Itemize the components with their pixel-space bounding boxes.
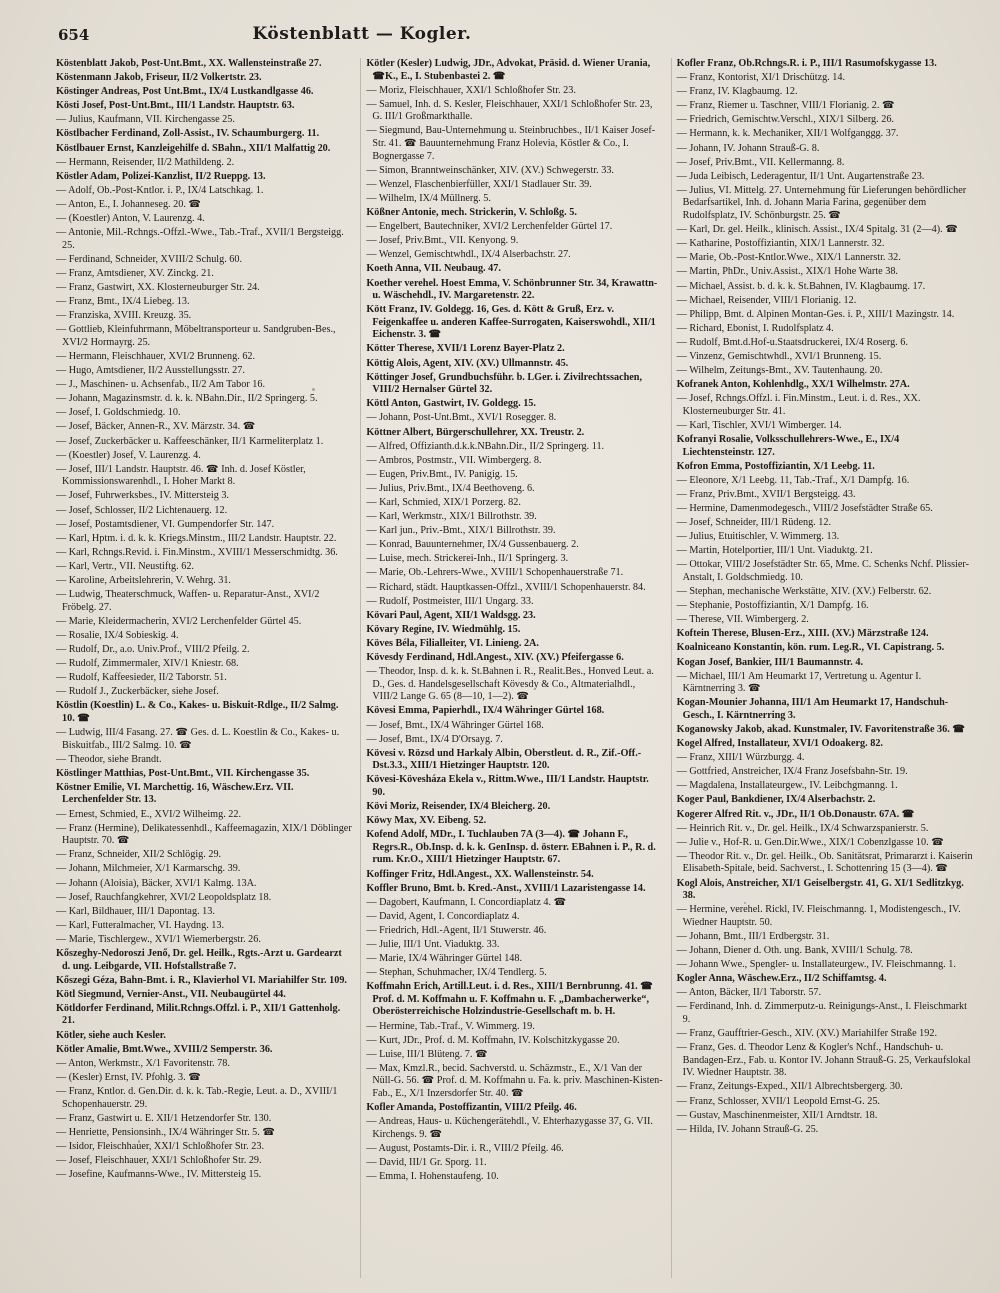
directory-entry: — Adolf, Ob.-Post-Kntlor. i. P., IX/4 Latschkag. 1. [56,184,264,196]
directory-entry: — Franz, IV. Klagbaumg. 12. [676,86,798,98]
directory-entry: — Franz, Zeitungs-Exped., XII/1 Albrechtsbergerg. 30. [676,1081,903,1093]
directory-entry: — Rudolf, Bmt.d.Hof-u.Staatsdruckerei, IX/4 Roserg. 6. [676,336,908,348]
directory-entry: Koalniceano Konstantin, kön. rum. Leg.R., VI. Capistrang. 5. [676,642,945,654]
directory-entry: — Therese, VII. Wimbergerg. 2. [676,614,809,626]
directory-entry: — Hilda, IV. Johann Strauß-G. 25. [676,1123,819,1135]
directory-entry: Köttinger Josef, Grundbuchsführ. b. LGer. i. Zivilrechtssachen, VIII/2 Hernalser Gürtel 32. [366,371,642,396]
directory-entry: Köwy Max, XV. Eibeng. 52. [366,815,487,827]
directory-entry: — Anton, Werkmstr., X/1 Favoritenstr. 78. [56,1057,230,1069]
directory-entry: Kövesi v. Rözsd und Harkaly Albin, Oberstleut. d. R., Zif.-Off.-Dst.3.3., XIII/1 Hietzinger Hauptstr. 120. [366,747,642,772]
directory-entry: — Wenzel, Flaschenbierfüller, XXI/1 Stadlauer Str. 39. [366,178,592,190]
directory-entry: Kövary Regine, IV. Wiedmühlg. 15. [366,623,521,635]
directory-entry: Köves Béla, Filialleiter, VI. Linieng. 2A. [366,637,539,649]
directory-entry: Kőszeghy-Nedoroszi Jenő, Dr. gel. Heilk., Rgts.-Arzt u. Gardearzt d. ung. Leibgarde, VII. Hofstallstraße 7. [56,948,342,972]
directory-entry: — Wilhelm, Zeitungs-Bmt., XV. Tautenhaung. 20. [676,365,883,377]
directory-entry: Köstenblatt Jakob, Post-Unt.Bmt., XX. Wallensteinstraße 27. [56,58,322,69]
directory-entry: — Josef, Priv.Bmt., VII. Kellermanng. 8. [676,156,845,168]
directory-entry: — Michael, Assist. b. d. k. k. St.Bahnen, IV. Klagbaumg. 17. [676,280,926,292]
directory-entry: — Karl, Hptm. i. d. k. k. Kriegs.Minstm., III/2 Landstr. Hauptstr. 22. [56,532,337,544]
directory-entry: — Dagobert, Kaufmann, I. Concordiaplatz 4. ☎ [366,896,567,908]
directory-entry: — Rudolf, Kaffeesieder, II/2 Taborstr. 51. [56,672,227,684]
directory-entry: — David, III/1 Gr. Sporg. 11. [366,1157,487,1168]
directory-entry: Kofend Adolf, MDr., I. Tuchlauben 7A (3—4). ☎ Johann F., Regrs.R., Ob.Insp. d. k. k. GenInsp. d. österr. EBahnen i. P., R. d. rum. Kr.O., XIII/1 Hietzinger Hauptstr. 67. [366,829,656,866]
directory-entry: — Franz, Bmt., IX/4 Liebeg. 13. [56,296,190,308]
directory-entry: Kofler Franz, Ob.Rchngs.R. i. P., III/1 Rasumofskygasse 13. [676,58,937,69]
directory-entry: — August, Postamts-Dir. i. R., VIII/2 Pfeilg. 46. [366,1142,564,1154]
directory-entry: Kötler (Kesler) Ludwig, JDr., Advokat, Präsid. d. Wiener Urania, ☎K., E., I. Stubenbastei 2. ☎ [366,58,651,82]
directory-entry: — Josef, Zuckerbäcker u. Kaffeeschänker, II/1 Karmeliterplatz 1. [56,435,324,447]
scan-speck [138,1140,140,1143]
directory-entry: — Rudolf J., Zuckerbäcker, siehe Josef. [56,686,219,698]
directory-entry: — Stephan, mechanische Werkstätte, XIV. (XV.) Felberstr. 62. [676,586,932,598]
directory-entry: Kößner Antonie, mech. Strickerin, V. Schloßg. 5. [366,207,577,219]
directory-entry: — Friedrich, Hdl.-Agent, II/1 Stuwerstr. 46. [366,924,547,936]
page-header [58,20,666,54]
directory-entry: — Antonie, Mil.-Rchngs.-Offzl.-Wwe., Tab.-Traf., XVII/1 Bergsteigg. 25. [56,227,344,251]
directory-entry: — Anton, Bäcker, II/1 Taborstr. 57. [676,987,822,999]
directory-entry: Kötler, siehe auch Kesler. [56,1029,166,1041]
directory-entry: — (Koestler) Anton, V. Laurenzg. 4. [56,213,205,225]
running-title: Köstenblatt — Kogler. [252,24,472,44]
directory-entry: — Marie, Ob.-Lehrers-Wwe., XVIII/1 Schopenhauerstraße 71. [366,567,624,579]
directory-entry: — Franz, Gastwirt, XX. Klosterneuburger Str. 24. [56,282,260,293]
directory-entry: — Richard, Ebonist, I. Rudolfsplatz 4. [676,322,834,334]
directory-entry: — Katharine, Postoffiziantin, XIX/1 Lannerstr. 32. [676,238,885,250]
directory-entry: — Johann, Post-Unt.Bmt., XVI/1 Rosegger. 8. [366,412,557,424]
directory-entry: Koger Paul, Bankdiener, IX/4 Alserbachstr. 2. [676,794,876,806]
directory-entry: — Franz, Gaufftrier-Gesch., XIV. (XV.) Mariahilfer Straße 192. [676,1028,938,1040]
scan-speck [744,902,746,904]
directory-entry: — Siegmund, Bau-Unternehmung u. Steinbruchbes., II/1 Kaiser Josef-Str. 41. ☎ Bauunternehmung Franz Holevia, Köstler & Co., I. Bognergasse 7. [366,125,656,162]
directory-entry: — Karl, Vertr., VII. Neustiftg. 62. [56,560,194,572]
directory-entry: — Konrad, Bauunternehmer, IX/4 Gussenbauerg. 2. [366,539,579,551]
directory-entry: — Stephan, Schuhmacher, IX/4 Tendlerg. 5. [366,967,547,979]
directory-entry: — Julie, III/1 Unt. Viaduktg. 33. [366,939,500,950]
directory-entry: — Ambros, Postmstr., VII. Wimbergerg. 8. [366,454,542,466]
directory-entry: Köttig Alois, Agent, XIV. (XV.) Ullmannstr. 45. [366,357,569,369]
directory-entry: — Magdalena, Installateurgew., IV. Leibchgmanng. 1. [676,780,898,792]
directory-entry: — Rudolf, Zimmermaler, XIV/1 Kniestr. 68. [56,658,239,670]
directory-entry: Kötldorfer Ferdinand, Milit.Rchngs.Offzl. i. P., XII/1 Gattenholg. 21. [56,1002,341,1027]
directory-entry: — Josef, Bmt., IX/4 Währinger Gürtel 168. [366,719,544,731]
scan-speck [312,388,315,391]
directory-entry: — Andreas, Haus- u. Küchengerätehdl., V. Ehterhazygasse 37, G. VII. Kirchengs. 9. ☎ [366,1116,653,1140]
directory-entry: — Franz, XIII/1 Würzburgg. 4. [676,752,805,764]
directory-entry: — Julius, Priv.Bmt., IX/4 Beethoveng. 6. [366,482,535,494]
directory-entry: Koffmahn Erich, Artill.Leut. i. d. Res., XIII/1 Bernbrunng. 41. ☎ Prof. d. M. Koffmahn u. F. Koffmahn u. F. „Dambacherwerke“, Oberösterreichische Holzindustrie-Gesellschaft m. b. H. [366,981,653,1018]
directory-entry: — Julius, Kaufmann, VII. Kirchengasse 25. [56,114,235,126]
directory-column-1 [56,58,352,1278]
directory-entry: — Rudolf, Dr., a.o. Univ.Prof., VIII/2 Pfeilg. 2. [56,643,250,655]
directory-entry: — Max, Kmzl.R., becid. Sachverstd. u. Schäzmstr., E., X/1 Van der Nüll-G. 56. ☎ Prof. d. M. Koffmahn u. Fa. k. priv. Maschinen-Kisten-Fab., E., X/1 Inzersdorfer Str. 40. ☎ [366,1062,663,1100]
directory-entry: — Wenzel, Gemischtwhdl., IX/4 Alserbachstr. 27. [366,249,571,261]
directory-entry: Kofranek Anton, Kohlenhdlg., XX/1 Wilhelmstr. 27A. [676,379,910,391]
directory-entry: — Ottokar, VIII/2 Josefstädter Str. 65, Mme. C. Schenks Nchf. Plissier-Anstalt, I. Goldschmiedg. 10. [676,559,969,583]
directory-entry: — Franz, Ges. d. Theodor Lenz & Kogler's Nchf., Handschuh- u. Bandagen-Erz., Fab. u. Kontor IV. Johann Strauß-G. 25, Verkaufslokal IV. Wiedner Hauptstr. 38. [676,1042,971,1079]
directory-columns [56,58,973,1278]
directory-entry: Kövari Paul, Agent, XII/1 Waldsgg. 23. [366,609,536,621]
directory-entry: — Kurt, JDr., Prof. d. M. Koffmahn, IV. Kolschitzkygasse 20. [366,1034,620,1046]
directory-column-2 [360,58,662,1278]
directory-entry: Köstler Adam, Polizei-Kanzlist, II/2 Rueppg. 13. [56,170,266,182]
directory-entry: — Karl, Dr. gel. Heilk., klinisch. Assist., IX/4 Spitalg. 31 (2—4). ☎ [676,224,958,236]
directory-entry: Kogan Josef, Bankier, III/1 Baumannstr. 4. [676,656,863,668]
directory-entry: — Franz, Kntlor. d. Gen.Dir. d. k. k. Tab.-Regie, Leut. a. D., XVIII/1 Schopenhauerstr. 29. [56,1085,338,1110]
directory-entry: — Karl, Rchngs.Revid. i. Fin.Minstm., XVIII/1 Messerschmidtg. 36. [56,546,338,558]
directory-entry: — Hermann, k. k. Mechaniker, XII/1 Wolfganggg. 37. [676,128,899,140]
directory-entry: Kofranyi Rosalie, Volksschullehrers-Wwe., E., IX/4 Liechtensteinstr. 127. [676,434,900,458]
directory-entry: — Karl, Futteralmacher, VI. Haydng. 13. [56,919,225,931]
directory-entry: — Franz, Gastwirt u. E. XII/1 Hetzendorfer Str. 130. [56,1112,272,1124]
directory-entry: — Ferdinand, Inh. d. Zimmerputz-u. Reinigungs-Anst., I. Fleischmarkt 9. [676,1001,967,1025]
directory-entry: — Johann, Magazinsmstr. d. k. k. NBahn.Dir., II/2 Springerg. 5. [56,393,318,405]
directory-entry: — Wilhelm, IX/4 Müllnerg. 5. [366,192,491,204]
directory-entry: — Josef, Rauchfangkehrer, XVI/2 Leopoldsplatz 18. [56,891,272,903]
directory-entry: Kofler Amanda, Postoffizantin, VIII/2 Pfeilg. 46. [366,1102,577,1114]
directory-entry: Kövi Moriz, Reisender, IX/4 Bleicherg. 20. [366,801,551,813]
directory-entry: — Ernest, Schmied, E., XVI/2 Wilheimg. 22. [56,808,242,820]
directory-entry: — Engelbert, Bautechniker, XVI/2 Lerchenfelder Gürtel 17. [366,221,613,233]
directory-entry: — Johann (Aloisia), Bäcker, XVI/1 Kalmg. 13A. [56,877,257,889]
directory-entry: — Johann, IV. Johann Strauß-G. 8. [676,142,820,154]
directory-entry: — Johann, Bmt., III/1 Erdbergstr. 31. [676,930,830,942]
directory-entry: Koganowsky Jakob, akad. Kunstmaler, IV. Favoritenstraße 36. ☎ [676,724,966,735]
directory-entry: Kofron Emma, Postoffiziantin, X/1 Leebg. 11. [676,460,875,472]
directory-entry: — Karl jun., Priv.-Bmt., XIX/1 Billrothstr. 39. [366,525,556,537]
directory-entry: — Josef, Priv.Bmt., VII. Kenyong. 9. [366,235,519,247]
directory-entry: — Martin, Hotelportier, III/1 Unt. Viaduktg. 21. [676,545,873,557]
directory-entry: — Franz, Kontorist, XI/1 Drischützg. 14. [676,72,846,84]
directory-entry: Koether verehel. Hoest Emma, V. Schönbrunner Str. 34, Krawattn- u. Wäschehdl., IV. Margaretenstr. 22. [366,277,658,302]
directory-entry: — Marie, Kleidermacherin, XVI/2 Lerchenfelder Gürtel 45. [56,615,302,627]
directory-entry: — Franziska, XVIII. Kreuzg. 35. [56,310,192,322]
directory-entry: — Josef, Fleischhauer, XXI/1 Schloßhofer Str. 29. [56,1154,262,1166]
directory-entry: — Franz, Amtsdiener, XV. Zinckg. 21. [56,267,214,279]
directory-entry: Kövesi Emma, Papierhdl., IX/4 Währinger Gürtel 168. [366,705,605,717]
directory-entry: — Josef, Schneider, III/1 Rüdeng. 12. [676,517,832,529]
directory-entry: — Stephanie, Postoffiziantin, X/1 Dampfg. 16. [676,600,869,612]
directory-entry: — David, Agent, I. Concordiaplatz 4. [366,910,520,922]
directory-entry: — Gottfried, Anstreicher, IX/4 Franz Josefsbahn-Str. 19. [676,766,908,778]
directory-entry: — Heinrich Rit. v., Dr. gel. Heilk., IX/4 Schwarzspanierstr. 5. [676,822,929,834]
directory-entry: — Karl, Werkmstr., XIX/1 Billrothstr. 39. [366,511,537,523]
directory-entry: — Emma, I. Hohenstaufeng. 10. [366,1171,499,1183]
directory-entry: — Ludwig, III/4 Fasang. 27. ☎ Ges. d. L. Koestlin & Co., Kakes- u. Biskuitfab., III/2 Salmg. 10. ☎ [56,727,340,751]
directory-entry: — Isidor, Fleischhauer, XXI/1 Schloßhofer Str. 23. [56,1140,264,1152]
directory-entry: — Karl, Schmied, XIX/1 Porzerg. 82. [366,497,521,508]
directory-entry: Koeth Anna, VII. Neubaug. 47. [366,263,501,275]
directory-entry: — Gottlieb, Kleinfuhrmann, Möbeltransporteur u. Sandgruben-Bes., XVI/2 Hormayrg. 25. [56,324,336,348]
directory-entry: — Johann Wwe., Spengler- u. Installateurgew., IV. Fleischmanng. 1. [676,959,956,971]
directory-entry: — Josef, Fuhrwerksbes., IV. Mittersteig 3. [56,490,229,502]
directory-entry: — Samuel, Inh. d. S. Kesler, Fleischhauer, XXI/1 Schloßhofer Str. 23, G. III/1 Großmarkthalle. [366,98,653,123]
directory-entry: Köstlinger Matthias, Post-Unt.Bmt., VII. Kirchengasse 35. [56,767,310,779]
directory-entry: — Franz (Hermine), Delikatessenhdl., Kaffeemagazin, XIX/1 Döblinger Hauptstr. 70. ☎ [56,822,352,847]
directory-entry: — Hermine, Damenmodegesch., VIII/2 Josefstädter Straße 65. [676,503,933,514]
directory-entry: Köstenmann Jakob, Friseur, II/2 Volkertstr. 23. [56,72,262,84]
directory-entry: — Karl, Bildhauer, III/1 Dapontag. 13. [56,905,215,917]
directory-entry: — (Kesler) Ernst, IV. Pfohlg. 3. ☎ [56,1071,201,1083]
directory-entry: — (Koestler) Josef, V. Laurenzg. 4. [56,449,201,461]
directory-entry: — Franz, Priv.Bmt., XVII/1 Bergsteigg. 43. [676,488,856,500]
directory-entry: Kötler Amalie, Bmt.Wwe., XVIII/2 Semperstr. 36. [56,1043,273,1055]
directory-entry: — Michael, III/1 Am Heumarkt 17, Vertretung u. Agentur I. Kärntnerring 3. ☎ [676,670,922,695]
directory-entry: — Marie, Ob.-Post-Kntlor.Wwe., XIX/1 Lannerstr. 32. [676,252,901,264]
directory-entry: — Alfred, Offizianth.d.k.k.NBahn.Dir., II/2 Springerg. 11. [366,440,605,452]
directory-entry: — Marie, IX/4 Währinger Gürtel 148. [366,953,523,965]
directory-entry: — Josef, Rchngs.Offzl. i. Fin.Minstm., Leut. i. d. Res., XX. Klosterneuburger Str. 41. [676,393,921,417]
directory-entry: — Josef, Bmt., IX/4 D'Orsayg. 7. [366,733,503,745]
directory-entry: — Gustav, Maschinenmeister, XII/1 Arndtstr. 18. [676,1109,878,1121]
directory-entry: Koftein Therese, Blusen-Erz., XIII. (XV.) Märzstraße 124. [676,628,929,640]
directory-entry: — Friedrich, Gemischtw.Verschl., XIX/1 Silberg. 26. [676,114,894,126]
directory-entry: Koffler Bruno, Bmt. b. Kred.-Anst., XVIII/1 Lazaristengasse 14. [366,882,646,894]
directory-entry: — Josef, Schlosser, II/2 Lichtenauerg. 12. [56,504,228,516]
directory-entry: — Julie v., Hof-R. u. Gen.Dir.Wwe., XIX/1 Cobenzlgasse 10. ☎ [676,836,944,848]
directory-entry: — Rosalie, IX/4 Sobieskig. 4. [56,629,179,641]
directory-entry: — Moriz, Fleischhauer, XXI/1 Schloßhofer Str. 23. [366,84,576,96]
directory-entry: — Josefine, Kaufmanns-Wwe., IV. Mittersteig 15. [56,1169,262,1180]
directory-entry: Kogan-Mounier Johanna, III/1 Am Heumarkt 17, Handschuh-Gesch., I. Kärntnerring 3. [676,697,949,721]
directory-entry: — Martin, PhDr., Univ.Assist., XIX/1 Hohe Warte 38. [676,266,898,278]
directory-entry: Kogel Alfred, Installateur, XVI/1 Odoakerg. 82. [676,738,883,750]
directory-entry: — Hugo, Amtsdiener, II/2 Ausstellungsstr. 27. [56,365,245,377]
directory-entry: — Hermine, Tab.-Traf., V. Wimmerg. 19. [366,1020,535,1032]
directory-entry: Kövesdy Ferdinand, Hdl.Angest., XIV. (XV.) Pfeifergasse 6. [366,652,624,664]
directory-entry: Kötter Therese, XVII/1 Lorenz Bayer-Platz 2. [366,343,565,355]
directory-entry: — Karl, Tischler, XVI/1 Wimberger. 14. [676,419,842,431]
directory-entry: Köstlbauer Ernst, Kanzleigehilfe d. SBahn., XII/1 Malfattig 20. [56,142,331,154]
directory-entry: Köttl Anton, Gastwirt, IV. Goldegg. 15. [366,398,536,410]
directory-entry: — Josef, III/1 Landstr. Hauptstr. 46. ☎ Inh. d. Josef Köstler, Kommissionswarenhdl., I. Hoher Markt 8. [56,463,306,488]
directory-entry: — Richard, städt. Hauptkassen-Offzl., XVIII/1 Schopenhauerstr. 84. [366,581,646,593]
page-number: 654 [58,26,90,44]
directory-entry: Kövesi-Kövesháza Ekela v., Rittm.Wwe., III/1 Landstr. Hauptstr. 90. [366,774,649,798]
directory-entry: — Josef, I. Goldschmiedg. 10. [56,407,181,419]
directory-entry: Köttner Albert, Bürgerschullehrer, XX. Treustr. 2. [366,426,585,438]
directory-entry: — Franz, Schlosser, XVII/1 Leopold Ernst-G. 25. [676,1095,880,1107]
directory-entry: — Michael, Reisender, VIII/1 Florianig. 12. [676,294,857,306]
directory-entry: Köstner Emilie, VI. Marchettig. 16, Wäschew.Erz. VII. Lerchenfelder Str. 13. [56,781,294,806]
directory-entry: — Franz, Riemer u. Taschner, VIII/1 Florianig. 2. ☎ [676,100,895,112]
directory-entry: — Vinzenz, Gemischtwhdl., XVI/1 Brunneng. 15. [676,350,882,362]
directory-column-3 [671,58,973,1278]
directory-entry: — Theodor Rit. v., Dr. gel. Heilk., Ob. Sanitätsrat, Primararzt i. Kaiserin Elisabeth-Spitale, beid. Sachverst., I. Schottenring 15 (3—4). ☎ [676,850,973,875]
directory-entry: — J., Maschinen- u. Achsenfab., II/2 Am Tabor 16. [56,379,266,391]
directory-entry: — Anton, E., I. Johanneseg. 20. ☎ [56,198,202,210]
directory-entry: — Theodor, siehe Brandt. [56,753,162,765]
directory-entry: Köstinger Andreas, Post Unt.Bmt., IX/4 Lustkandlgasse 46. [56,86,314,98]
directory-entry: Köstlbacher Ferdinand, Zoll-Assist., IV. Schaumburgerg. 11. [56,128,320,140]
directory-entry: — Juda Leibisch, Lederagentur, II/1 Unt. Augartenstraße 23. [676,170,925,182]
directory-entry: Kogerer Alfred Rit. v., JDr., II/1 Ob.Donaustr. 67A. ☎ [676,808,915,820]
directory-entry: — Hermine, verehel. Rickl, IV. Fleischmanng. 1, Modistengesch., IV. Wiedner Hauptstr. 50. [676,904,961,928]
directory-entry: — Eugen, Priv.Bmt., IV. Panigig. 15. [366,468,518,480]
directory-entry: — Johann, Diener d. Oth. ung. Bank, XVIII/1 Schulg. 78. [676,945,913,956]
directory-entry: — Marie, Tischlergew., XVI/1 Wiemerbergstr. 26. [56,933,261,945]
directory-entry: — Henriette, Pensionsinh., IX/4 Währinger Str. 5. ☎ [56,1126,276,1138]
directory-entry: — Johann, Milchmeier, X/1 Karmarschg. 39. [56,863,241,875]
directory-entry: — Josef, Postamtsdiener, VI. Gumpendorfer Str. 147. [56,518,275,530]
directory-entry: Koffinger Fritz, Hdl.Angest., XX. Wallensteinstr. 54. [366,868,594,880]
directory-entry: Köstlin (Koestlin) L. & Co., Kakes- u. Biskuit-Rdlge., II/2 Salmg. 10. ☎ [56,700,339,724]
directory-entry: Kogl Alois, Anstreicher, XI/1 Geiselbergstr. 41, G. XI/1 Sedlitzkyg. 38. [676,877,964,902]
directory-entry: — Simon, Branntweinschänker, XIV. (XV.) Schwegerstr. 33. [366,164,614,176]
directory-entry: — Hermann, Fleischhauer, XVI/2 Brunneng. 62. [56,350,256,362]
directory-entry: — Luise, III/1 Blüteng. 7. ☎ [366,1048,488,1060]
directory-entry: Kőszegi Géza, Bahn-Bmt. i. R., Klavierhol VI. Mariahilfer Str. 109. [56,974,347,986]
directory-entry: — Karoline, Arbeitslehrerin, V. Wehrg. 31. [56,574,231,586]
directory-entry: — Theodor, Insp. d. k. k. St.Bahnen i. R., Realit.Bes., Honved Leut. a. D., Ges. d. Handelsgesellschaft Kövesdy & Co., Altmaterialhdl., VIII/2 Lange G. 65 (8—10, 1—2). ☎ [366,666,654,703]
directory-entry: Kötl Siegmund, Vernier-Anst., VII. Neubaugürtel 44. [56,988,286,1000]
directory-entry: — Julius, Etuitischler, V. Wimmerg. 13. [676,531,840,543]
directory-entry: Kött Franz, IV. Goldegg. 16, Ges. d. Kött & Gruß, Erz. v. Feigenkaffee u. anderen Kaffee-Surrogaten, Kaiserswohdl., XII/1 Eichenstr. 3. ☎ [366,304,656,341]
directory-entry: — Eleonore, X/1 Leebg. 11, Tab.-Traf., X/1 Dampfg. 16. [676,474,910,486]
directory-entry: — Julius, VI. Mittelg. 27. Unternehmung für Lieferungen behördlicher Bedarfsartikel, Inh. d. Johann Maria Farina, gegenüber dem Rudolfsplatz, IV. Schönburgstr. 25. ☎ [676,184,967,222]
directory-entry: Kogler Anna, Wäschew.Erz., II/2 Schiffamtsg. 4. [676,973,887,985]
directory-entry: — Josef, Bäcker, Annen-R., XV. Märzstr. 34. ☎ [56,421,256,433]
directory-entry: — Rudolf, Postmeister, III/1 Ungarg. 33. [366,595,534,607]
directory-entry: Kösti Josef, Post-Unt.Bmt., III/1 Landstr. Hauptstr. 63. [56,100,295,112]
directory-entry: — Philipp, Bmt. d. Alpinen Montan-Ges. i. P., XIII/1 Mazingstr. 14. [676,308,955,320]
directory-entry: — Ferdinand, Schneider, XVIII/2 Schulg. 60. [56,253,243,265]
directory-entry: — Franz, Schneider, XII/2 Schlögig. 29. [56,849,222,861]
directory-entry: — Ludwig, Theaterschmuck, Waffen- u. Reparatur-Anst., XVI/2 Fröbelg. 27. [56,589,320,613]
directory-entry: — Luise, mech. Strickerei-Inh., II/1 Springerg. 3. [366,553,569,565]
directory-entry: — Hermann, Reisender, II/2 Mathildeng. 2. [56,156,235,168]
